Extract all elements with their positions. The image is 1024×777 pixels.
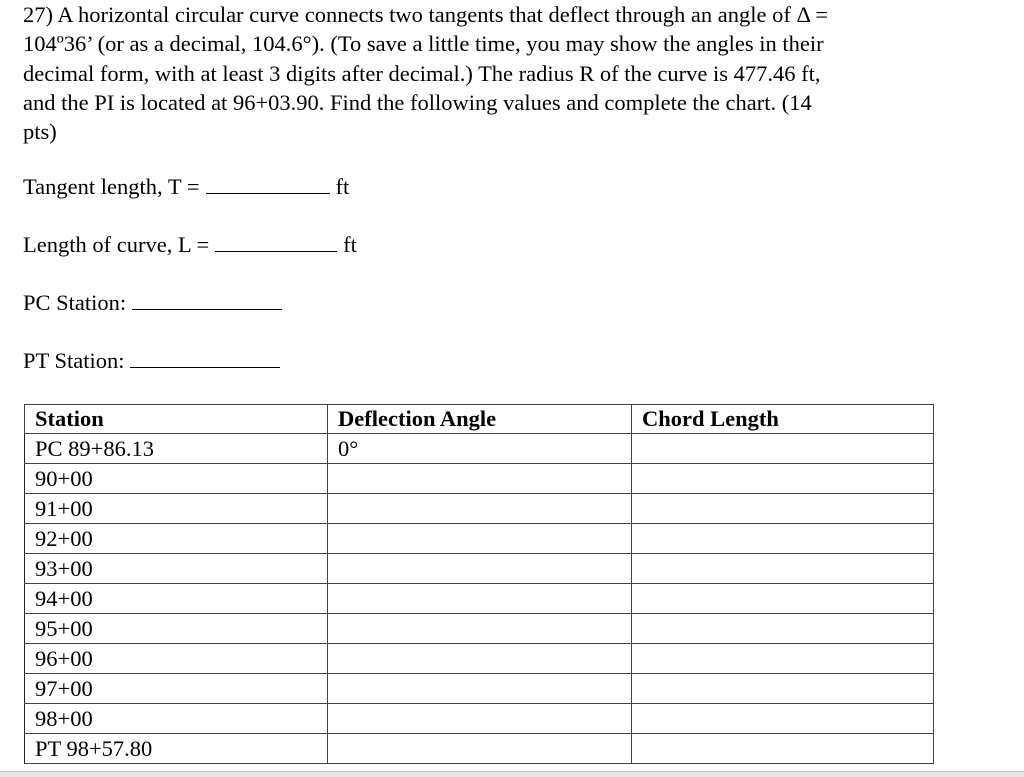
chord-length-cell[interactable] (632, 554, 934, 584)
station-cell: 95+00 (25, 614, 328, 644)
chord-length-cell[interactable] (632, 704, 934, 734)
table-row (25, 734, 934, 764)
chord-length-cell[interactable] (632, 644, 934, 674)
table-row (25, 464, 934, 494)
tangent-length-label: Tangent length, T = (23, 174, 200, 199)
curve-length-label: Length of curve, L = (23, 232, 210, 257)
chord-length-cell[interactable] (632, 734, 934, 764)
chord-length-cell[interactable] (632, 494, 934, 524)
deflection-angle-cell[interactable] (328, 704, 632, 734)
pc-station-row (23, 289, 288, 317)
deflection-angle-cell[interactable] (328, 584, 632, 614)
station-cell: PC 89+86.13 (25, 434, 328, 464)
header-deflection-angle: Deflection Angle (328, 405, 632, 434)
station-cell: 94+00 (25, 584, 328, 614)
deflection-angle-cell[interactable] (328, 614, 632, 644)
chord-length-cell[interactable] (632, 434, 934, 464)
problem-line: and the PI is located at 96+03.90. Find the following values and complete the chart. (14 (23, 89, 812, 115)
table-row (25, 704, 934, 734)
deflection-angle-cell[interactable] (328, 674, 632, 704)
deflection-angle-cell[interactable] (328, 644, 632, 674)
deflection-angle-cell[interactable]: 0° (328, 434, 632, 464)
tangent-length-unit: ft (335, 174, 350, 199)
chord-length-cell[interactable] (632, 614, 934, 644)
table-row (25, 494, 934, 524)
pt-station-blank[interactable] (130, 347, 280, 368)
curve-length-row (23, 231, 357, 259)
curve-length-blank[interactable] (215, 231, 337, 252)
table-row (25, 644, 934, 674)
station-cell: 98+00 (25, 704, 328, 734)
problem-statement (23, 0, 943, 146)
station-cell: 97+00 (25, 674, 328, 704)
table-row (25, 614, 934, 644)
chord-length-cell[interactable] (632, 584, 934, 614)
problem-line: pts) (23, 119, 57, 145)
deflection-angle-cell[interactable] (328, 524, 632, 554)
pc-station-blank[interactable] (132, 289, 282, 310)
station-cell: PT 98+57.80 (25, 734, 328, 764)
table-row (25, 584, 934, 614)
table-row (25, 434, 934, 464)
curve-chart-table (24, 404, 934, 764)
tangent-length-blank[interactable] (206, 173, 330, 194)
station-cell: 90+00 (25, 464, 328, 494)
table-body (25, 434, 934, 764)
deflection-angle-cell[interactable] (328, 554, 632, 584)
deflection-angle-cell[interactable] (328, 734, 632, 764)
problem-line: 104º36’ (or as a decimal, 104.6°). (To save a little time, you may show the angles in their (23, 31, 824, 57)
header-chord-length: Chord Length (632, 405, 934, 434)
problem-line: 27) A horizontal circular curve connects two tangents that deflect through an angle of Δ = (23, 2, 829, 27)
table-row (25, 674, 934, 704)
table-row (25, 554, 934, 584)
deflection-angle-cell[interactable] (328, 494, 632, 524)
chord-length-cell[interactable] (632, 464, 934, 494)
chord-length-cell[interactable] (632, 674, 934, 704)
chord-length-cell[interactable] (632, 524, 934, 554)
header-station: Station (25, 405, 328, 434)
problem-line: decimal form, with at least 3 digits after decimal.) The radius R of the curve is 477.46 ft, (23, 60, 821, 86)
station-cell: 92+00 (25, 524, 328, 554)
pt-station-label: PT Station: (23, 348, 125, 373)
station-cell: 93+00 (25, 554, 328, 584)
window-bottom-edge (0, 771, 1024, 777)
deflection-angle-cell[interactable] (328, 464, 632, 494)
pt-station-row (23, 347, 286, 375)
curve-length-unit: ft (343, 232, 357, 257)
tangent-length-row (23, 173, 349, 201)
pc-station-label: PC Station: (23, 290, 127, 315)
table-header-row (25, 405, 934, 434)
station-cell: 96+00 (25, 644, 328, 674)
station-cell: 91+00 (25, 494, 328, 524)
table-row (25, 524, 934, 554)
